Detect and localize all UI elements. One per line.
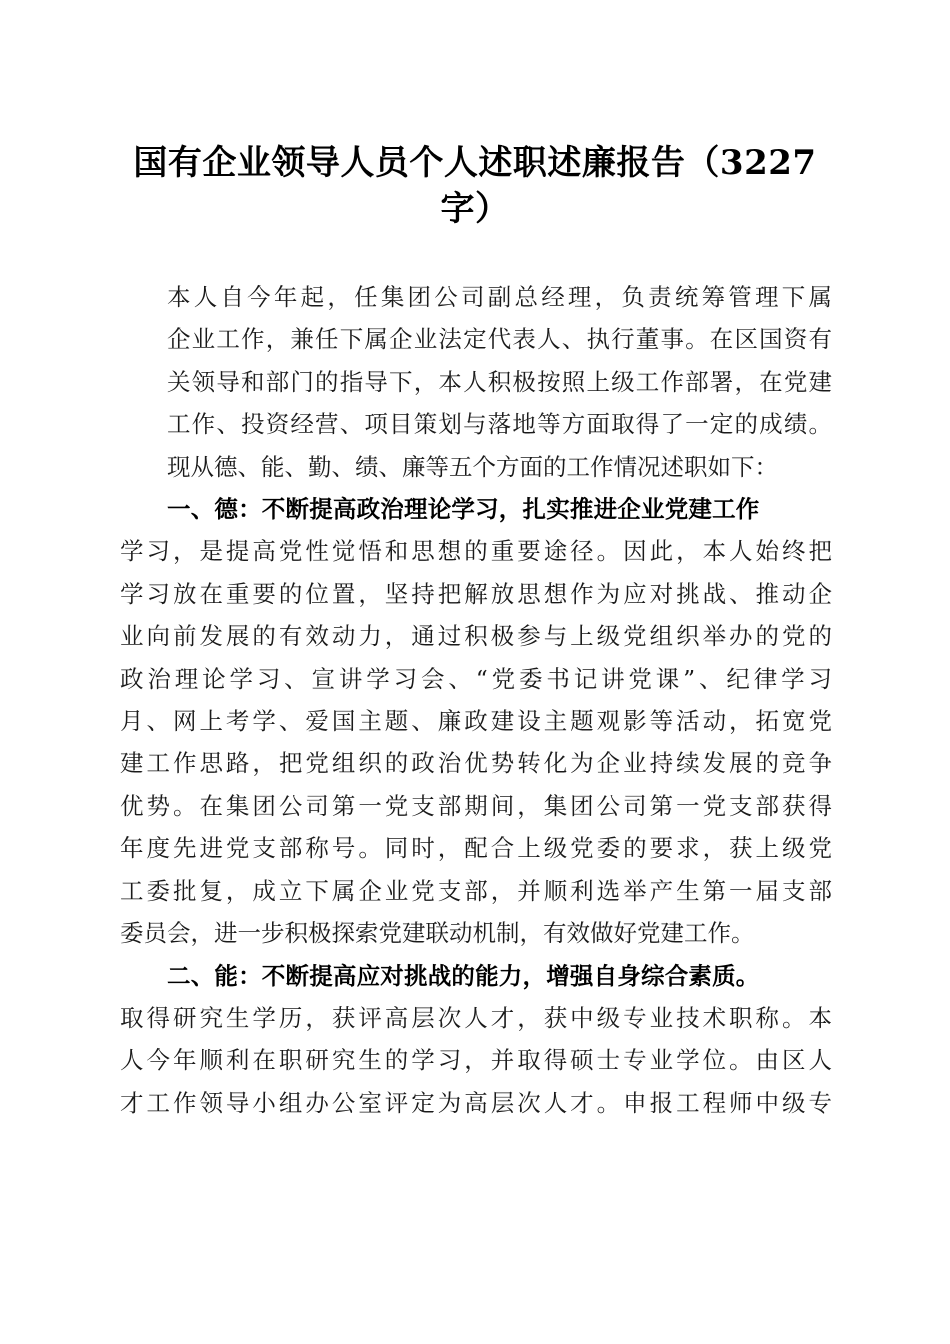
text-line: 关领导和部门的指导下，本人积极按照上级工作部署，在党建 [167, 367, 832, 396]
section-heading-de [120, 488, 832, 530]
text-line: 月、网上考学、爱国主题、廉政建设主题观影等活动，拓宽党 [120, 707, 832, 736]
text-line: 业向前发展的有效动力，通过积极参与上级党组织举办的党的 [120, 622, 832, 651]
heading-line: 一、德：不断提高政治理论学习，扎实推进企业党建工作 [167, 495, 760, 524]
section-neng-paragraph [120, 997, 832, 1124]
text-line: 企业工作，兼任下属企业法定代表人、执行董事。在区国资有 [167, 325, 832, 354]
text-line: 学习，是提高党性觉悟和思想的重要途径。因此，本人始终把 [120, 537, 832, 566]
text-line: 优势。在集团公司第一党支部期间，集团公司第一党支部获得 [120, 791, 832, 820]
text-line: 人今年顺利在职研究生的学习，并取得硕士专业学位。由区人 [120, 1046, 832, 1075]
text-line: 才工作领导小组办公室评定为高层次人才。申报工程师中级专 [120, 1088, 832, 1117]
text-line: 取得研究生学历，获评高层次人才，获中级专业技术职称。本 [120, 1003, 832, 1032]
text-line: 学习放在重要的位置，坚持把解放思想作为应对挑战、推动企 [120, 579, 832, 608]
text-line: 建工作思路，把党组织的政治优势转化为企业持续发展的竞争 [120, 749, 832, 778]
intro-paragraph [120, 276, 832, 488]
text-line: 工作、投资经营、项目策划与落地等方面取得了一定的成绩。 [167, 410, 832, 439]
text-line: 本人自今年起，任集团公司副总经理，负责统筹管理下属 [167, 283, 832, 311]
title-line: 字） [440, 189, 510, 229]
text-line: 政治理论学习、宣讲学习会、“党委书记讲党课”、纪律学习 [120, 664, 832, 693]
text-line: 工委批复，成立下属企业党支部，并顺利选举产生第一届支部 [120, 876, 832, 905]
text-line: 年度先进党支部称号。同时，配合上级党委的要求，获上级党 [120, 834, 832, 863]
title-line: 国有企业领导人员个人述职述廉报告（3227 [133, 143, 817, 183]
heading-line: 二、能：不断提高应对挑战的能力，增强自身综合素质。 [167, 961, 760, 990]
document-title [118, 140, 832, 232]
section-de-paragraph [120, 530, 832, 954]
section-heading-neng [120, 955, 832, 997]
text-line: 委员会，进一步积极探索党建联动机制，有效做好党建工作。 [120, 919, 755, 948]
document-body [120, 276, 832, 1124]
text-line: 现从德、能、勤、绩、廉等五个方面的工作情况述职如下： [167, 452, 778, 481]
